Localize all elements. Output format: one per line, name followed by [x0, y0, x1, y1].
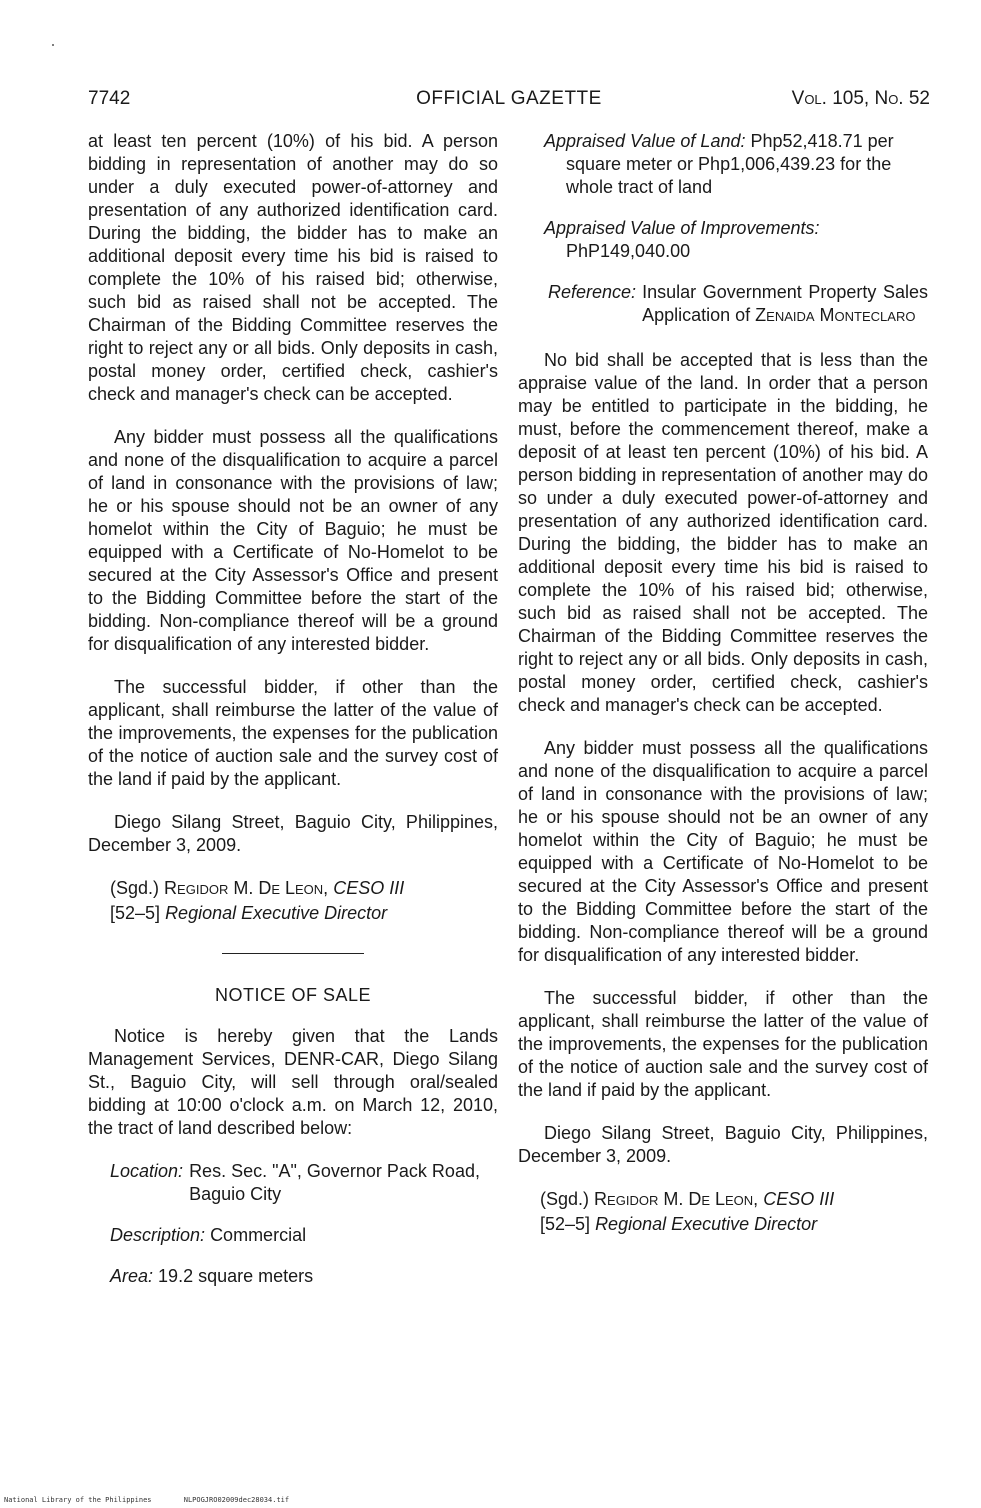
- page-header: [88, 88, 930, 118]
- volume-number: Vol. 105, No. 52: [791, 88, 930, 109]
- right-signature-position: [540, 1213, 928, 1236]
- signatory-name: Regidor M. De Leon,: [164, 878, 329, 898]
- appraised-improvements-label: Appraised Value of Improvements:: [544, 218, 820, 238]
- reference-text: [642, 281, 928, 327]
- footer-file: NLPOGJRO02009dec28034.tif: [183, 1496, 290, 1504]
- right-paragraph-qualifications: Any bidder must possess all the qualifications and none of the disqualification to acquire a parcel of land in consonance with the provisions of law; he or his spouse should not be an owner of any homelot within the City of Baguio; he must be equipped with a Certificate of No-Homelot to be secured at the City Assessor's Office and present to the Bidding Committee before the start of the bidding. Non-compliance thereof will be a ground for disqualification of any interested bidder.: [518, 738, 928, 965]
- signatory-name: Regidor M. De Leon,: [594, 1189, 759, 1209]
- left-paragraph-deposit: at least ten percent (10%) of his bid. A person bidding in representation of another may do so under a duly executed power-of-attorney and presentation of any authorized identification card. During the bidding, the bidder has to make an additional deposit every time his bid is raised to complete the 10% of his raised bid; otherwise, such bid as raised shall not be accepted. The Chairman of the Bidding Committee reserves the right to reject any or all bids. Only deposits in cash, postal money order, certified check, cashier's check and manager's check can be accepted.: [88, 131, 498, 404]
- reference-entry: [548, 281, 928, 327]
- section-divider: [222, 953, 364, 954]
- publication-title: OFFICIAL GAZETTE: [416, 88, 602, 109]
- reference-value: Insular Government Property Sales Application of: [642, 282, 928, 325]
- left-place-date: Diego Silang Street, Baguio City, Philippines, December 3, 2009.: [88, 812, 498, 855]
- left-signature-position: [110, 902, 498, 925]
- area-label: Area:: [110, 1266, 154, 1286]
- footer-library: National Library of the Philippines: [4, 1496, 152, 1504]
- scan-speck: [52, 44, 54, 46]
- sig-code: [52–5]: [110, 903, 161, 923]
- appraised-improvements-value: PhP149,040.00: [566, 241, 691, 261]
- sig-prefix: (Sgd.): [110, 878, 160, 898]
- right-column: [518, 130, 928, 1238]
- signatory-title: CESO III: [763, 1189, 835, 1209]
- description-entry: [110, 1224, 498, 1247]
- reference-applicant: Zenaida Monteclaro: [755, 305, 916, 325]
- left-paragraph-reimbursement: The successful bidder, if other than the applicant, shall reimburse the latter of the value of the improvements, the expenses for the publication of the notice of auction sale and the survey cost of the land if paid by the applicant.: [88, 677, 498, 789]
- description-label: Description:: [110, 1225, 206, 1245]
- left-paragraph-qualifications: Any bidder must possess all the qualifications and none of the disqualification to acquire a parcel of land in consonance with the provisions of law; he or his spouse should not be an owner of any homelot within the City of Baguio; he must be equipped with a Certificate of No-Homelot to be secured at the City Assessor's Office and present to the Bidding Committee before the start of the bidding. Non-compliance thereof will be a ground for disqualification of any interested bidder.: [88, 427, 498, 654]
- notice-paragraph: Notice is hereby given that the Lands Management Services, DENR-CAR, Diego Silang St., Baguio City, will sell through oral/sealed bidding at 10:00 o'clock a.m. on March 12, 2010, the tract of land described below:: [88, 1026, 498, 1138]
- left-signature-line: [110, 877, 498, 900]
- left-column: [88, 130, 498, 1306]
- page-number: 7742: [88, 88, 131, 109]
- location-label: Location:: [110, 1161, 184, 1181]
- location-entry: [110, 1160, 498, 1206]
- appraised-land-entry: [518, 130, 928, 199]
- reference-label: Reference:: [548, 282, 637, 302]
- signatory-position: Regional Executive Director: [595, 1214, 818, 1234]
- location-value: Res. Sec. "A", Governor Pack Road, Baguio City: [189, 1161, 480, 1204]
- signatory-position: Regional Executive Director: [165, 903, 388, 923]
- area-entry: [110, 1265, 498, 1288]
- area-value: 19.2 square meters: [158, 1266, 314, 1286]
- notice-title: NOTICE OF SALE: [214, 985, 372, 1005]
- right-place-date: Diego Silang Street, Baguio City, Philippines, December 3, 2009.: [518, 1123, 928, 1166]
- appraised-land-label: Appraised Value of Land:: [544, 131, 746, 151]
- scan-footer: [4, 1496, 317, 1504]
- signatory-title: CESO III: [333, 878, 405, 898]
- right-paragraph-deposit: No bid shall be accepted that is less than the appraise value of the land. In order that a person may be entitled to participate in the bidding, he must, before the commencement thereof, make a deposit of at least ten percent (10%) of his bid. A person bidding in representation of another may do so under a duly executed power-of-attorney and presentation of any authorized identification card. During the bidding, the bidder has to make an additional deposit every time his bid is raised to complete the 10% of his raised bid; otherwise, such bid as raised shall not be accepted. The Chairman of the Bidding Committee reserves the right to reject any or all bids. Only deposits in cash, postal money order, certified check, cashier's check and manager's check can be accepted.: [518, 350, 928, 715]
- right-signature-line: [540, 1188, 928, 1211]
- appraised-land-value: Php52,418.71 per square meter or Php1,006,439.23 for the whole tract of land: [566, 131, 894, 197]
- right-paragraph-reimbursement: The successful bidder, if other than the applicant, shall reimburse the latter of the value of the improvements, the expenses for the publication of the notice of auction sale and the survey cost of the land if paid by the applicant.: [518, 988, 928, 1100]
- sig-prefix: (Sgd.): [540, 1189, 590, 1209]
- appraised-improvements-entry: [518, 217, 928, 263]
- sig-code: [52–5]: [540, 1214, 591, 1234]
- description-value: Commercial: [210, 1225, 307, 1245]
